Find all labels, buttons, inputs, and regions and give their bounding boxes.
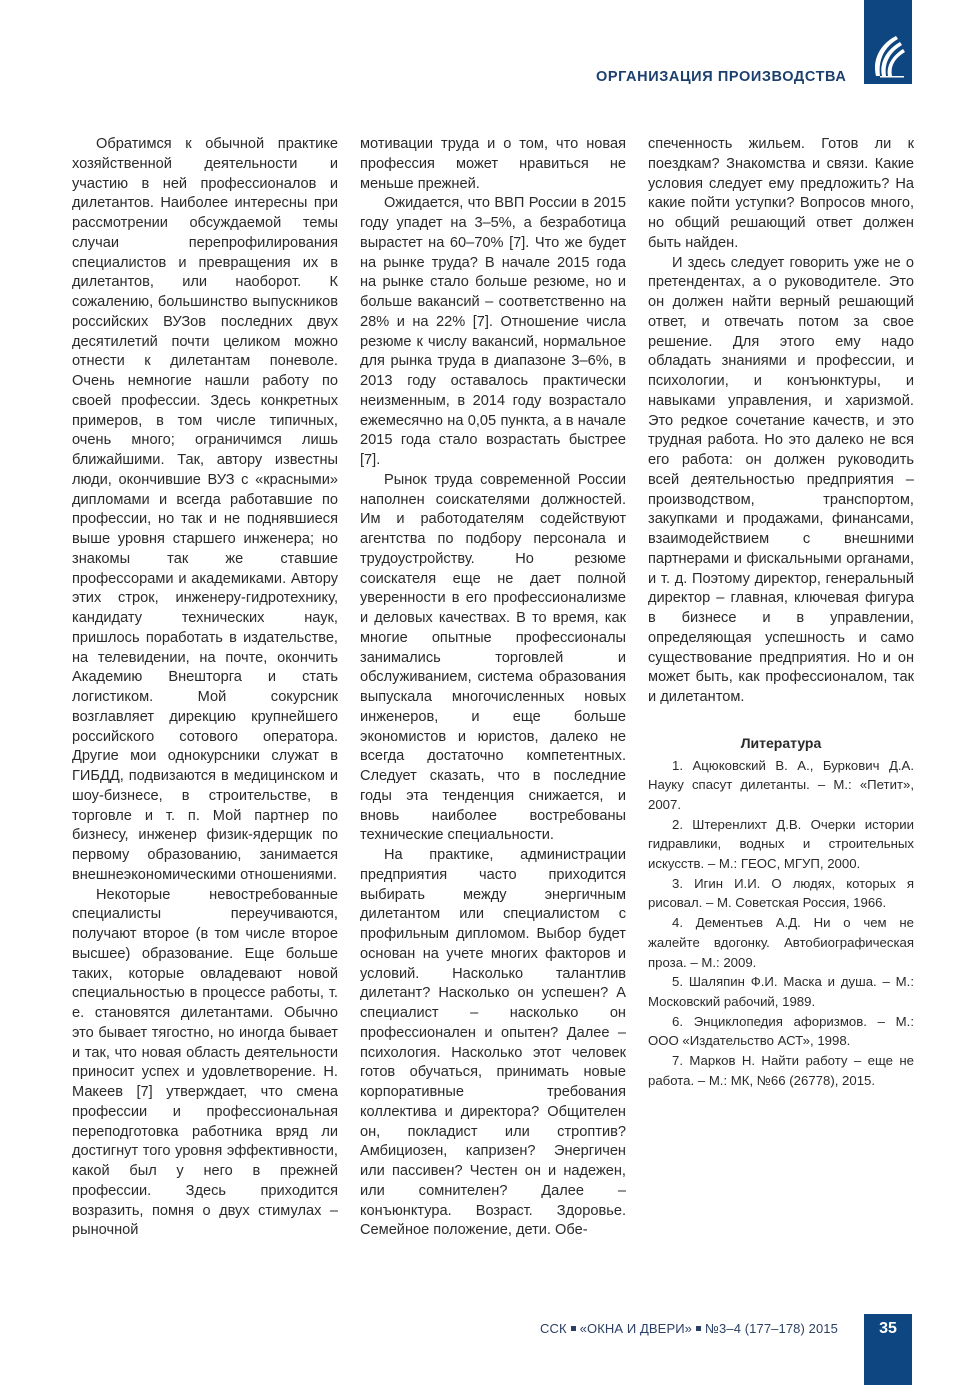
text-column-2	[360, 135, 626, 1241]
reference-item: 4. Дементьев А.Д. Ни о чем не жалейте вдогонку. Автобиографическая проза. – М.: 2009.	[648, 915, 914, 970]
paragraph: На практике, администрации предприятия часто приходится выбирать между энергичным дилетантом или специалистом с профильным дипломом. Выбор будет основан на учете многих факторов и условий. Насколько талантлив дилетант? Насколько он успешен? А специалист – насколько он профессионален и опытен? Далее – психология. Насколько этот человек готов обучаться, принимать новые корпоративные требования коллектива и директора? Общителен он, покладист или строптив? Амбициозен, капризен? Энергичен или пассивен? Честен он и надежен, или сомнителен? Далее – конъюнктура. Возраст. Здоровье. Семейное положение, дети. Обе-	[360, 847, 626, 1239]
footer-issue: №3–4 (177–178) 2015	[705, 1321, 838, 1336]
text-column-3	[648, 135, 914, 1090]
footer-publisher: ССК	[540, 1321, 567, 1336]
section-title: ОРГАНИЗАЦИЯ ПРОИЗВОДСТВА	[596, 69, 847, 85]
text-column-1	[72, 135, 338, 1241]
paragraph: Обратимся к обычной практике хозяйственной деятельности и участию в ней профессионалов и дилетантов. Наиболее интересны при рассмотрении обсуждаемой темы случаи перепрофилирования специалистов и превращения их в дилетантов, или наоборот. К сожалению, большинство выпускников российских ВУЗов последних двух десятилетий почти целиком можно отнести к дилетантам поневоле. Очень немногие нашли работу по своей профессии. Здесь конкретных примеров, в том числе типичных, очень много; ограничимся лишь ближайшими. Так, автору известны люди, окончившие ВУЗ с «красными» дипломами и всегда работавшие по профессии, но так и не поднявшиеся выше уровня старшего инженера; но знакомы так же ставшие профессорами и академиками. Автору этих строк, инженеру-гидротехнику, кандидату технических наук, пришлось поработать в издательстве, на телевидении, на почте, окончить Академию Внешторга и стать логистиком. Мой сокурсник возглавляет дирекцию крупнейшего российского сотового оператора. Другие мои однокурсники служат в ГИБДД, подвизаются в медицинском и шоу-бизнесе, в строительстве, в торговле и т. п. Мой партнер по бизнесу, инженер физик-ядерщик по первому образованию, занимается внешнеэкономическими отношениями.	[72, 136, 338, 883]
reference-item: 2. Штеренлихт Д.В. Очерки истории гидравлики, водных и строительных искусств. – М.: ГЕОС, МГУП, 2000.	[648, 816, 914, 872]
paragraph: Рынок труда современной России наполнен соискателями должностей. Им и работодателям содействуют агентства по подбору персонала и трудоустройству. Но резюме соискателя еще не дает полной уверенности в его профессионализме и деловых качествах. В то время, как многие опытные профессионалы занимались торговлей и обслуживанием, система образования выпускала многочисленных новых инженеров, и еще больше экономистов и юристов, далеко не всегда достаточно компетентных. Следует сказать, что в последние годы эта тенденция снижается, и вновь наиболее востребованы технические специальности.	[360, 471, 626, 844]
footer-issue-info	[540, 1321, 838, 1336]
paragraph: И здесь следует говорить уже не о претендентах, а о руководителе. Это он должен найти верный решающий ответ, и отвечать потом за свое решение. Для этого ему надо обладать знаниями и профессии, и психологии, и конъюнктуры, и навыками управления, и харизмой. Это редкое сочетание качеств, и это трудная работа. Но это далеко не вся его работа: он должен руководить всей деятельностью предприятия – производством, транспортом, закупками и продажами, финансами, взаимодействием с внешними партнерами и фискальными органами, и т. д. Поэтому директор, генеральный директор – главная, ключевая фигура в бизнесе и в управлении, определяющая успешность и само существование предприятия. Но и он может быть, как профессионалом, так и дилетантом.	[648, 254, 914, 705]
page-number: 35	[879, 1320, 897, 1337]
footer-magazine: «ОКНА И ДВЕРИ»	[579, 1321, 692, 1336]
references-heading: Литература	[740, 734, 822, 751]
reference-item: 6. Энциклопедия афоризмов. – М.: ООО «Издательство АСТ», 1998.	[648, 1013, 914, 1049]
square-bullet-icon	[696, 1326, 701, 1331]
curved-stripes-logo-icon	[870, 30, 906, 80]
paragraph: Некоторые невостребованные специалисты переучиваются, получают второе (в том числе второе высшее) образование. Еще больше таких, которые овладевают новой специальностью в процессе работы, т. е. становятся дилетантами. Обычно это бывает тягостно, но иногда бывает и так, что новая область деятельности приносит успех и удовлетворение. Н. Макеев [7] утверждает, что смена профессии и профессиональная переподготовка работника вряд ли достигнут того уровня эффективности, какой был у него в прежней профессии. Здесь приходится возразить, помня о двух стимулах – рыночной	[72, 886, 338, 1239]
paragraph-continuation: мотивации труда и о том, что новая профессия может нравиться не меньше прежней.	[360, 136, 626, 192]
paragraph: Ожидается, что ВВП России в 2015 году упадет на 3–5%, а безработица вырастет на 60–70% [7]. Что же будет на рынке труда? В начале 2015 года на рынке стало больше резюме, но и больше вакансий – соответственно на 28% и на 22% [7]. Отношение числа резюме к числу вакансий, нормальное для рынка труда в диапазоне 3–6%, в 2013 году оставалось практически неизменным, в 2014 году возрастало ежемесячно на 0,05 пункта, а в начале 2015 года стало возрастать быстрее [7].	[360, 195, 626, 468]
journal-logo	[864, 0, 912, 84]
reference-item: 7. Марков Н. Найти работу – еще не работа. – М.: МК, №66 (26778), 2015.	[648, 1053, 914, 1088]
page-number-box	[864, 1314, 912, 1385]
reference-item: 3. Игин И.И. О людях, которых я рисовал. – М. Советская Россия, 1966.	[648, 875, 914, 911]
reference-item: 1. Ацюковский В. А., Буркович Д.А. Науку спасут дилетанты. – М.: «Петит», 2007.	[648, 757, 914, 812]
paragraph-continuation: спеченность жильем. Готов ли к поездкам? Знакомства и связи. Какие условия следует ему предложить? На какие пойти уступки? Вопросов много, но общий решающий ответ должен быть найден.	[648, 136, 914, 251]
reference-item: 5. Шаляпин Ф.И. Маска и душа. – М.: Московский рабочий, 1989.	[648, 974, 914, 1009]
square-bullet-icon	[571, 1326, 576, 1331]
